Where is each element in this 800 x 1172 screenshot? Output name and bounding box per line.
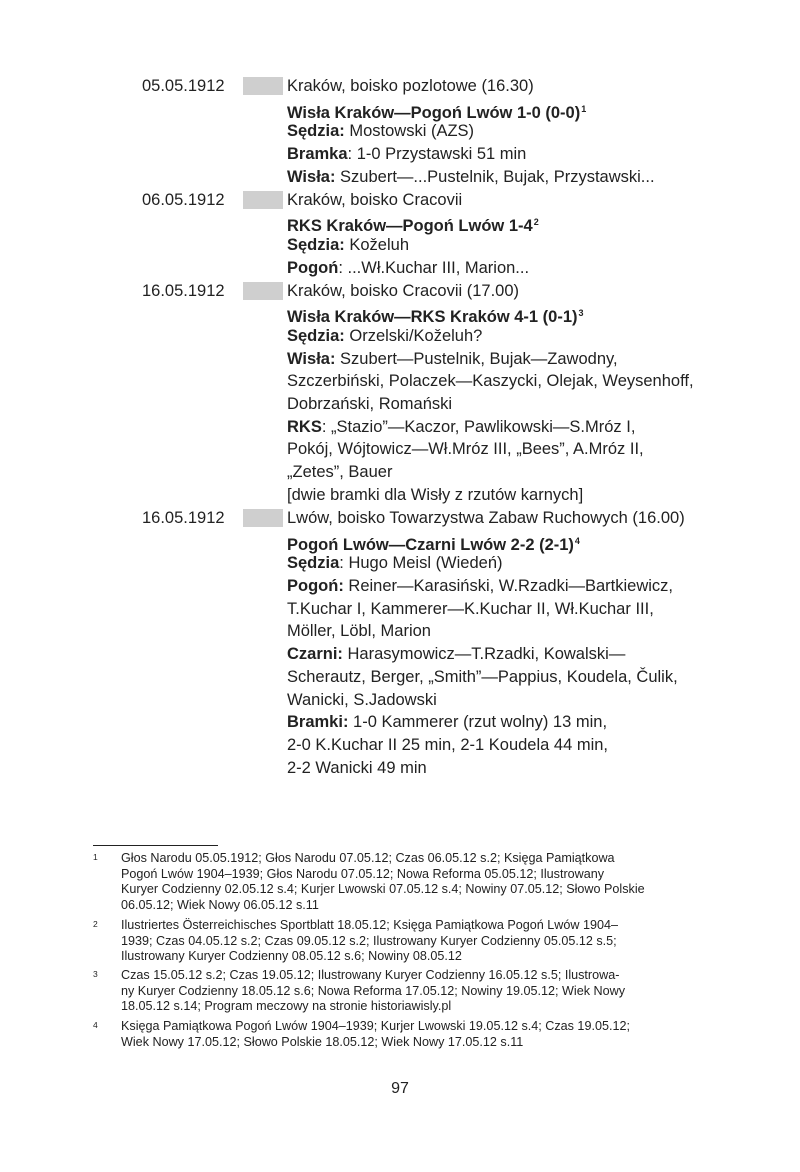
footnote-line: 06.05.12; Wiek Nowy 06.05.12 s.11 [121, 898, 319, 913]
referee-label: Sędzia [287, 554, 340, 573]
match-referee [287, 325, 767, 348]
match-venue: Lwów, boisko Towarzystwa Zabaw Ruchowych (16.00) [287, 509, 685, 527]
match-lineup-wisla [287, 348, 767, 371]
lineup-label: Pogoń: [287, 577, 344, 596]
footnote-number: 2 [93, 919, 98, 929]
footnote-number: 3 [93, 969, 98, 979]
match-date: 16.05.1912 [142, 281, 225, 300]
footnote-number: 1 [93, 852, 98, 862]
match-date: 06.05.1912 [142, 190, 225, 209]
footnote-line: ny Kuryer Codzienny 18.05.12 s.6; Nowa Reforma 17.05.12; Nowiny 19.05.12; Wiek Nowy [121, 983, 626, 998]
match-title [287, 211, 767, 234]
match-goals [287, 711, 767, 734]
footnote-text [121, 968, 736, 1015]
date-marker-box [243, 191, 283, 209]
match-title [287, 302, 767, 325]
lineup-continuation: Möller, Löbl, Marion [287, 622, 431, 641]
match-details [287, 507, 767, 779]
match-date: 16.05.1912 [142, 509, 225, 527]
match-title [287, 530, 767, 553]
goals-text: 1-0 Kammerer (rzut wolny) 13 min, [348, 713, 608, 732]
match-title [287, 98, 767, 121]
match-date: 05.05.1912 [142, 77, 225, 95]
match-title-text: RKS Kraków—Pogoń Lwów 1-4 [287, 217, 533, 236]
footnote-separator [93, 845, 218, 846]
lineup-continuation: „Zetes”, Bauer [287, 463, 393, 481]
lineup-continuation: Wanicki, S.Jadowski [287, 690, 437, 709]
footnote-text [121, 851, 736, 914]
match-venue: Kraków, boisko pozlotowe (16.30) [287, 77, 534, 95]
lineup-label: Pogoń [287, 258, 339, 277]
footnote-ref[interactable]: 2 [533, 217, 539, 228]
footnote-text [121, 918, 736, 965]
referee-name: : Hugo Meisl (Wiedeń) [339, 554, 503, 573]
footnote-line: Głos Narodu 05.05.1912; Głos Narodu 07.05.12; Czas 06.05.12 s.2; Księga Pamiątkowa [121, 851, 615, 865]
lineup-text: Szubert—...Pustelnik, Bujak, Przystawski... [335, 167, 655, 186]
referee-label: Sędzia: [287, 326, 345, 345]
footnote-line: 1939; Czas 04.05.12 s.2; Czas 09.05.12 s.2; Ilustrowany Kuryer Codzienny 05.05.12 s.5; [121, 933, 617, 948]
lineup-text: Szubert—Pustelnik, Bujak—Zawodny, [335, 349, 618, 368]
footnote-line: Księga Pamiątkowa Pogoń Lwów 1904–1939; Kurjer Lwowski 19.05.12 s.4; Czas 19.05.12; [121, 1019, 630, 1033]
date-marker-box [243, 509, 283, 527]
match-lineup-czarni [287, 643, 767, 666]
lineup-label: Czarni: [287, 645, 343, 664]
date-marker-box [243, 77, 283, 95]
goals-text: : 1-0 Przystawski 51 min [347, 145, 527, 164]
match-venue: Kraków, boisko Cracovii (17.00) [287, 281, 520, 300]
lineup-text: : ...Wł.Kuchar III, Marion... [338, 258, 530, 277]
match-referee [287, 120, 767, 143]
match-lineup [287, 166, 767, 189]
lineup-label: Wisła: [287, 167, 336, 186]
lineup-continuation: Dobrzański, Romański [287, 394, 453, 413]
footnote-ref[interactable]: 1 [581, 103, 587, 114]
lineup-continuation: Pokój, Wójtowicz—Wł.Mróz III, „Bees”, A.Mróz II, [287, 440, 644, 459]
match-goals [287, 143, 767, 166]
match-title-text: Wisła Kraków—Pogoń Lwów 1-0 (0-0) [287, 103, 581, 122]
match-referee [287, 234, 767, 257]
match-title-text: Pogoń Lwów—Czarni Lwów 2-2 (2-1) [287, 535, 574, 554]
lineup-label: RKS [287, 417, 322, 436]
lineup-text: Harasymowicz—T.Rzadki, Kowalski— [342, 645, 626, 664]
footnote-line: Ilustriertes Österreichisches Sportblatt 18.05.12; Księga Pamiątkowa Pogoń Lwów 1904– [121, 918, 619, 932]
match-details [287, 75, 767, 188]
match-details [287, 189, 767, 280]
footnote-line: Pogoń Lwów 1904–1939; Głos Narodu 07.05.12; Nowa Reforma 05.05.12; Ilustrowany [121, 866, 605, 881]
footnote-ref[interactable]: 4 [574, 535, 580, 546]
match-note: [dwie bramki dla Wisły z rzutów karnych] [287, 485, 584, 504]
goals-continuation: 2-2 Wanicki 49 min [287, 758, 427, 777]
referee-name: Mostowski (AZS) [344, 122, 475, 141]
referee-name: Koželuh [344, 235, 409, 254]
lineup-text: Reiner—Karasiński, W.Rzadki—Bartkiewicz, [343, 577, 673, 596]
match-venue: Kraków, boisko Cracovii [287, 190, 463, 209]
goals-continuation: 2-0 K.Kuchar II 25 min, 2-1 Koudela 44 min, [287, 735, 609, 754]
match-referee [287, 552, 767, 575]
date-marker-box [243, 282, 283, 300]
footnote-text [121, 1019, 736, 1050]
footnote-line: Wiek Nowy 17.05.12; Słowo Polskie 18.05.12; Wiek Nowy 17.05.12 s.11 [121, 1034, 524, 1049]
referee-label: Sędzia: [287, 122, 345, 141]
footnote-line: Ilustrowany Kuryer Codzienny 08.05.12 s.6; Nowiny 08.05.12 [121, 949, 462, 964]
footnote-line: 18.05.12 s.14; Program meczowy na stronie historiawisly.pl [121, 999, 452, 1014]
lineup-continuation: Scherautz, Berger, „Smith”—Pappius, Koudela, Čulik, [287, 667, 678, 686]
footnote-number: 4 [93, 1020, 98, 1030]
match-title-text: Wisła Kraków—RKS Kraków 4-1 (0-1) [287, 308, 578, 327]
footnote-line: Kuryer Codzienny 02.05.12 s.4; Kurjer Lwowski 07.05.12 s.4; Nowiny 07.05.12; Słowo Polskie [121, 882, 645, 897]
lineup-label: Wisła: [287, 349, 336, 368]
referee-name: Orzelski/Koželuh? [344, 326, 483, 345]
match-lineup-pogon [287, 575, 767, 598]
footnote-ref[interactable]: 3 [578, 308, 584, 319]
match-lineup-rks [287, 416, 767, 439]
page-number: 97 [391, 1080, 409, 1097]
referee-label: Sędzia: [287, 235, 345, 254]
match-details [287, 280, 767, 507]
lineup-continuation: Szczerbiński, Polaczek—Kaszycki, Olejak, Weysenhoff, [287, 372, 694, 391]
lineup-text: : „Stazio”—Kaczor, Pawlikowski—S.Mróz I, [321, 417, 636, 436]
goals-label: Bramki: [287, 713, 349, 732]
goals-label: Bramka [287, 145, 348, 164]
footnote-line: Czas 15.05.12 s.2; Czas 19.05.12; Ilustrowany Kuryer Codzienny 16.05.12 s.5; Ilustrowa- [121, 968, 620, 982]
match-lineup [287, 257, 767, 280]
lineup-continuation: T.Kuchar I, Kammerer—K.Kuchar II, Wł.Kuchar III, [287, 599, 654, 618]
